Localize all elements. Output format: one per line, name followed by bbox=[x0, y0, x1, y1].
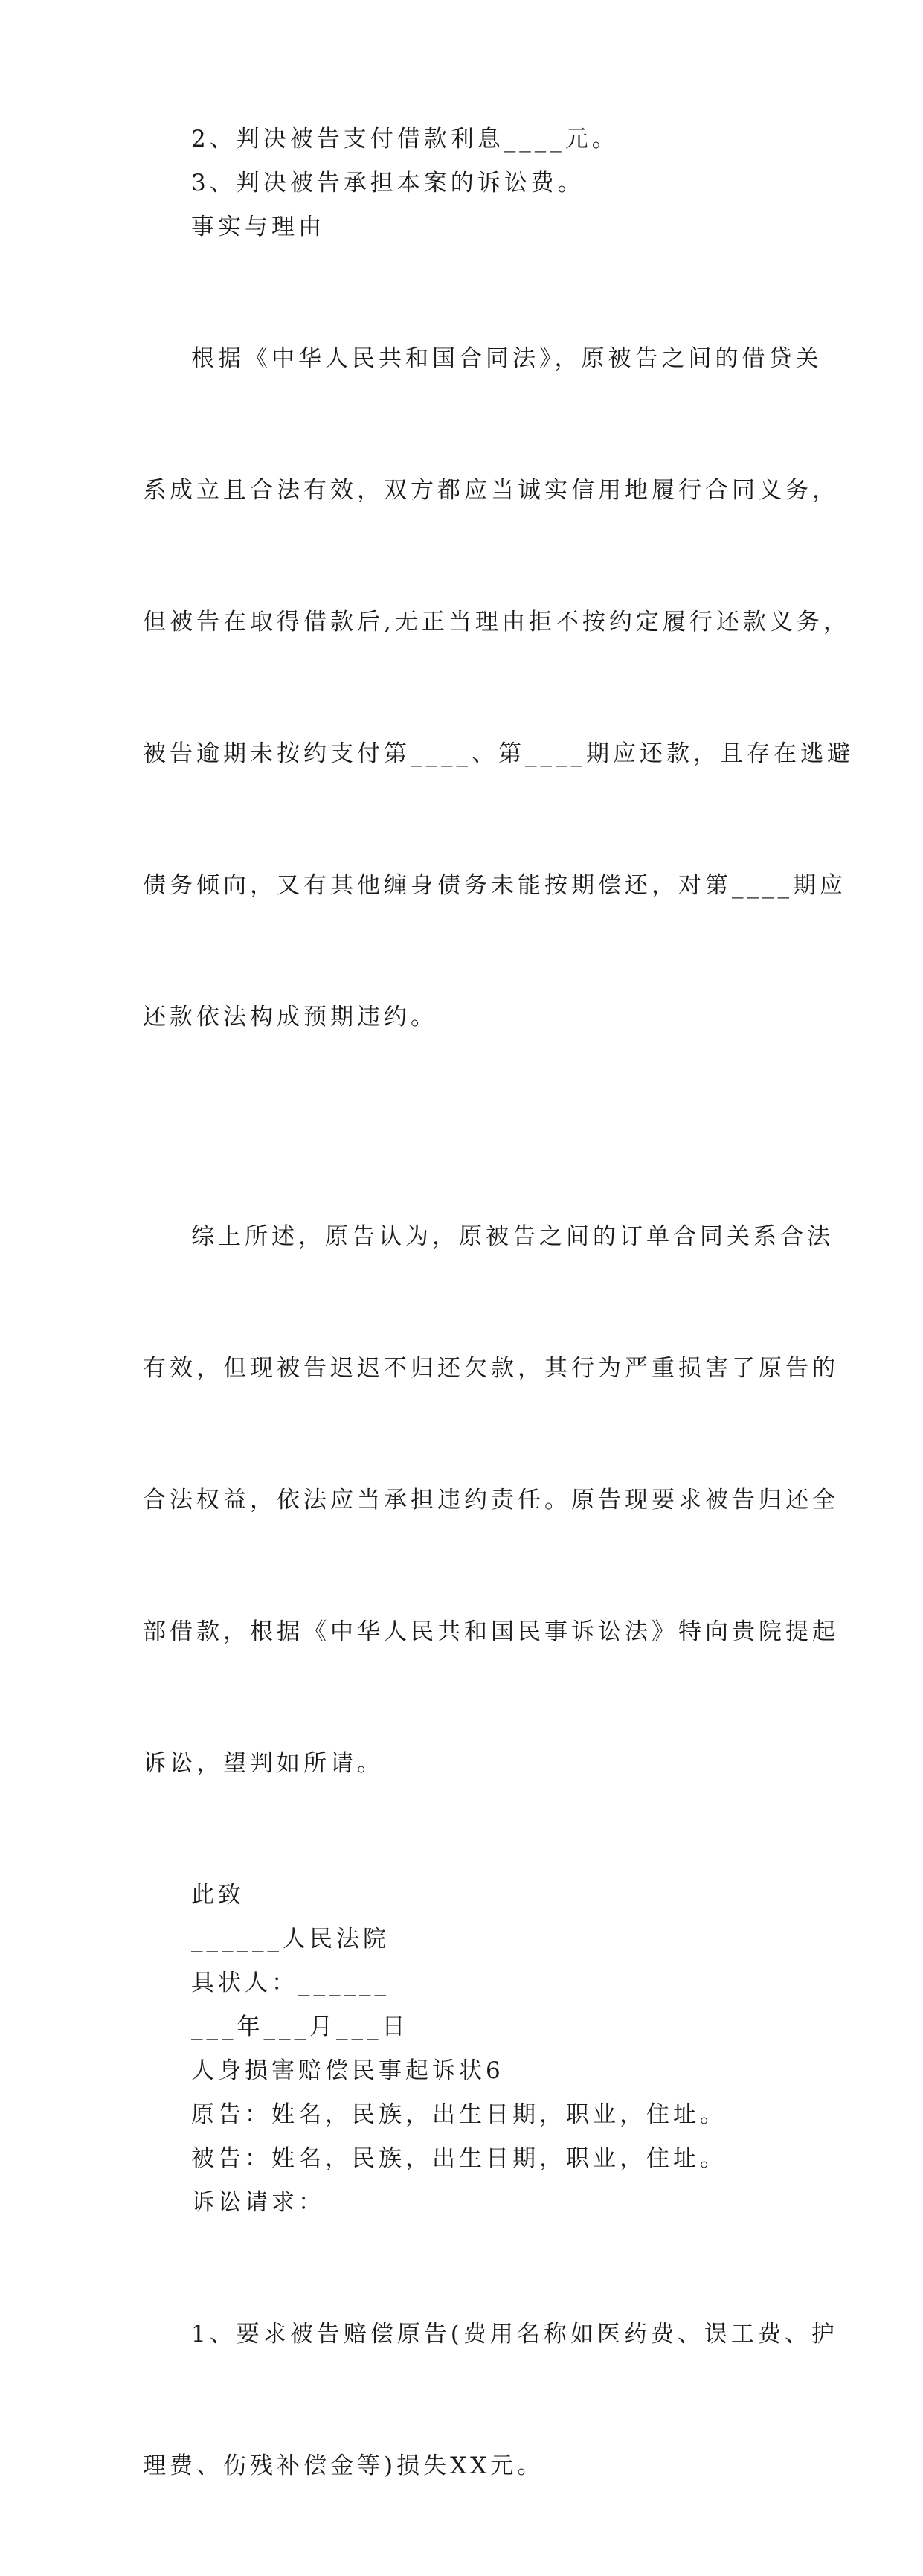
text-line: 3、判决被告承担本案的诉讼费。 bbox=[191, 170, 585, 196]
document-body bbox=[143, 118, 854, 2576]
text-line: ___年___月___日 bbox=[191, 2013, 409, 2040]
text-line: 诉讼，望判如所请。 bbox=[143, 1750, 384, 1777]
text-line: 被告逾期未按约支付第____、第____期应还款，且存在逃避 bbox=[143, 740, 854, 767]
text-line: 2、判决被告支付借款利息____元。 bbox=[191, 126, 619, 153]
paragraph-claim-2 bbox=[143, 118, 790, 161]
text-line: 有效，但现被告迟迟不归还欠款，其行为严重损害了原告的 bbox=[143, 1355, 839, 1382]
paragraph-claim-1-compensation bbox=[143, 2225, 838, 2576]
defendant-info bbox=[143, 2137, 790, 2181]
text-line: 系成立且合法有效，双方都应当诚实信用地履行合同义务， bbox=[143, 477, 839, 504]
claims-heading bbox=[143, 2181, 790, 2225]
text-line: 1、要求被告赔偿原告(费用名称如医药费、误工费、护 bbox=[191, 2321, 838, 2348]
petitioner-signature bbox=[143, 1961, 790, 2005]
text-line: 事实与理由 bbox=[191, 214, 325, 240]
paragraph-summary bbox=[143, 1127, 839, 1874]
date-line bbox=[143, 2005, 790, 2049]
text-line: ______人民法院 bbox=[191, 1926, 390, 1952]
paragraph-contract-law bbox=[143, 249, 854, 1127]
text-line: 但被告在取得借款后,无正当理由拒不按约定履行还款义务， bbox=[143, 609, 850, 635]
text-line: 合法权益，依法应当承担违约责任。原告现要求被告归还全 bbox=[143, 1487, 839, 1513]
text-line: 综上所述，原告认为，原被告之间的订单合同关系合法 bbox=[191, 1223, 834, 1250]
text-line: 诉讼请求： bbox=[191, 2189, 325, 2216]
text-line: 部借款，根据《中华人民共和国民事诉讼法》特向贵院提起 bbox=[143, 1618, 839, 1645]
text-line: 被告：姓名，民族，出生日期，职业，住址。 bbox=[191, 2145, 727, 2172]
document-title-6 bbox=[143, 2049, 790, 2093]
text-line: 此致 bbox=[191, 1882, 245, 1909]
text-line: 理费、伤残补偿金等)损失XX元。 bbox=[143, 2452, 544, 2479]
text-line: 债务倾向，又有其他缠身债务未能按期偿还，对第____期应 bbox=[143, 872, 846, 899]
paragraph-claim-3 bbox=[143, 161, 790, 205]
plaintiff-info bbox=[143, 2093, 790, 2137]
salutation bbox=[143, 1874, 790, 1917]
court-name bbox=[143, 1917, 790, 1961]
section-heading-facts-reasons bbox=[143, 205, 790, 249]
text-line: 人身损害赔偿民事起诉状6 bbox=[191, 2057, 504, 2084]
text-line: 具状人：______ bbox=[191, 1970, 390, 1996]
text-line: 还款依法构成预期违约。 bbox=[143, 1004, 437, 1031]
text-line: 根据《中华人民共和国合同法》，原被告之间的借贷关 bbox=[191, 345, 823, 372]
text-line: 原告：姓名，民族，出生日期，职业，住址。 bbox=[191, 2101, 727, 2128]
